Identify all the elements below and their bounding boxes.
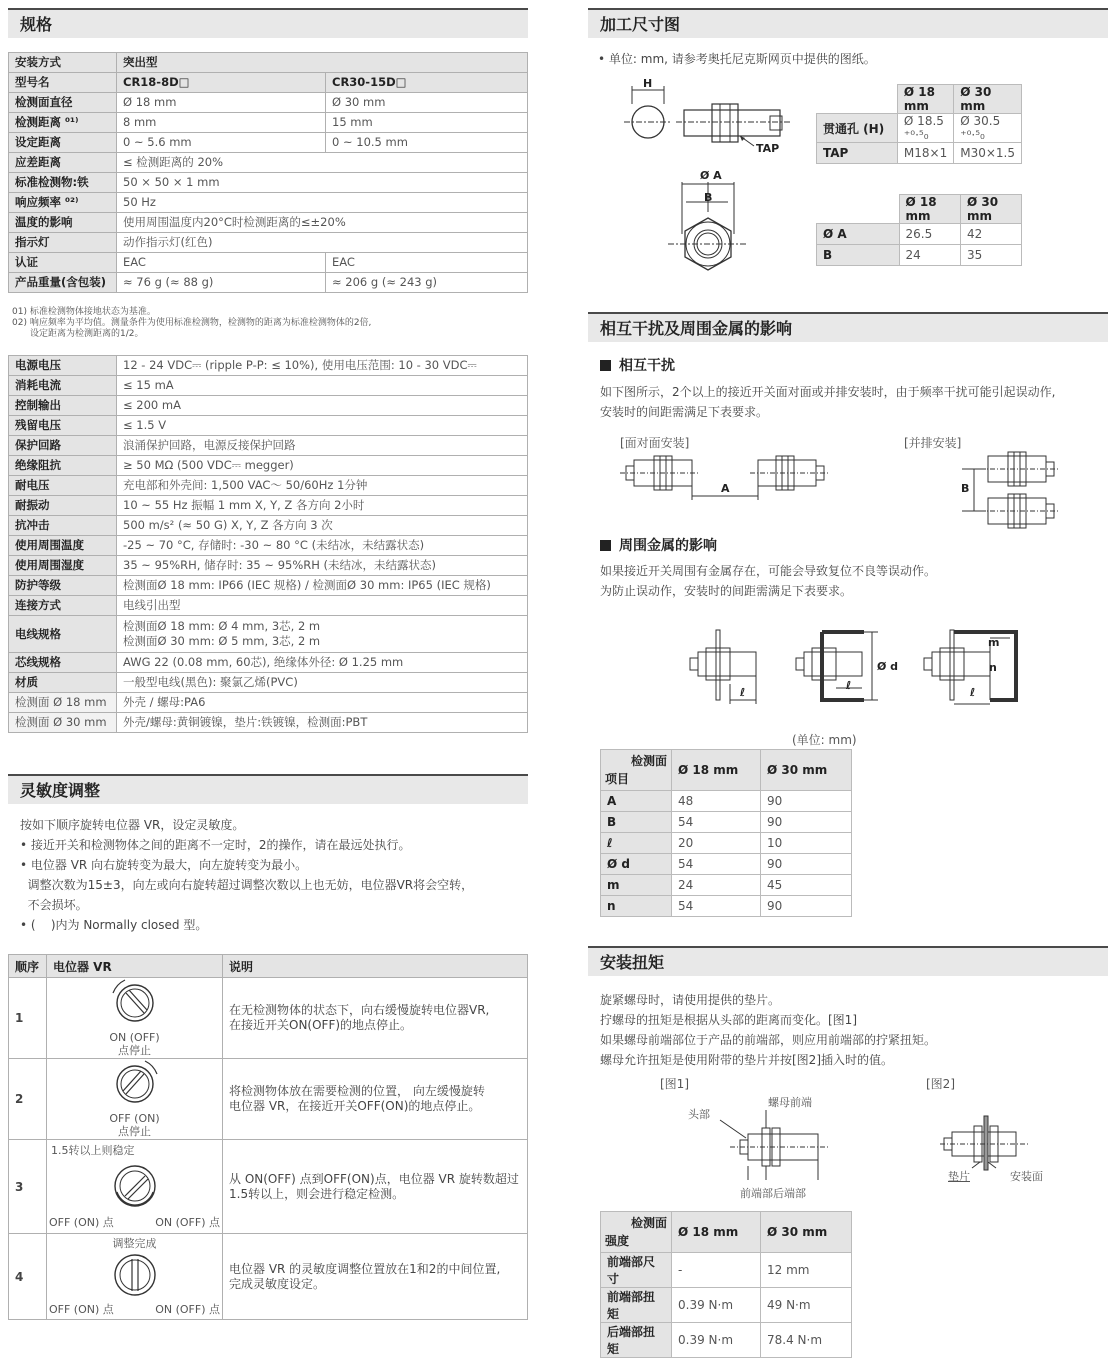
spec-value: 使用周围温度内20°C时检测距离的≤±20%: [117, 213, 528, 233]
text-line: 螺母允许扭矩是使用附带的垫片并按[图2]插入时的值。: [600, 1053, 894, 1067]
cell: 20: [672, 833, 761, 854]
dim-label-tap: TAP: [756, 142, 780, 155]
text-line: 电位器 VR，在接近开关OFF(ON)的地点停止。: [229, 1099, 481, 1113]
spec-label: 检测面直径: [9, 93, 117, 113]
spec-label: 设定距离: [9, 133, 117, 153]
side-mount-diagram: [960, 450, 1070, 530]
unit-label: (单位: mm): [792, 733, 857, 747]
cell: 54: [672, 896, 761, 917]
step-number: 2: [9, 1059, 47, 1140]
table-row: [9, 693, 528, 713]
spec-value: 外壳 / 螺母:PA6: [117, 693, 528, 713]
cell: 78.4 N·m: [761, 1323, 852, 1358]
spec-label: 抗冲击: [9, 516, 117, 536]
col-header: Ø 18 mm: [672, 1212, 761, 1253]
dim-label-b: B: [704, 191, 713, 204]
interference-title: 相互干扰及周围金属的影响: [588, 312, 1108, 342]
text-line: • ( )内为 Normally closed 型。: [20, 918, 208, 932]
text-line: 如果接近开关周围有金属存在，可能会导致复位不良等误动作。: [600, 564, 937, 578]
cell: Ø 30.5 ⁺⁰·⁵₀: [954, 114, 1022, 143]
table-row: [9, 113, 528, 133]
row-label: B: [817, 245, 900, 266]
vr-caption: 点停止: [118, 1125, 151, 1138]
spec-label: 消耗电流: [9, 376, 117, 396]
table-row: [9, 456, 528, 476]
table-row: [9, 713, 528, 733]
text-line: 旋紧螺母时，请使用提供的垫片。: [600, 993, 781, 1007]
cell: 35: [961, 245, 1022, 266]
text-line: 1.5转以上，则会进行稳定检测。: [229, 1186, 405, 1201]
col-header: [817, 195, 900, 224]
table-row: [601, 812, 852, 833]
cell: M30×1.5: [954, 143, 1022, 164]
spec-line: 检测面Ø 30 mm: Ø 5 mm, 3芯, 2 m: [123, 634, 321, 648]
spec-label: 检测面 Ø 30 mm: [9, 713, 117, 733]
table-row: [601, 791, 852, 812]
dim-label-m: m: [988, 636, 1000, 649]
vr-figure: [47, 1059, 223, 1140]
spec-label: 检测面 Ø 18 mm: [9, 693, 117, 713]
text-line: 拧螺母的扭矩是根据从头部的距离而变化。[图1]: [600, 1013, 857, 1027]
spec-value: AWG 22 (0.08 mm, 60芯), 绝缘体外径: Ø 1.25 mm: [117, 653, 528, 673]
vr-captions: [47, 1214, 222, 1230]
cell: 90: [761, 812, 852, 833]
col-header: Ø 18 mm: [897, 85, 953, 114]
table-row: [601, 1288, 852, 1323]
corner-header: [601, 750, 672, 791]
table-row: [9, 53, 528, 73]
spec-value: 50 Hz: [117, 193, 528, 213]
vr-table: [8, 954, 528, 1320]
table-row: [9, 93, 528, 113]
spec-label: 保护回路: [9, 436, 117, 456]
vr-caption: OFF (ON) 点: [49, 1302, 114, 1316]
spec-value: [117, 616, 528, 653]
torque-title: 安装扭矩: [588, 946, 1108, 976]
washer-label: 垫片: [948, 1170, 970, 1183]
spec-label: 温度的影响: [9, 213, 117, 233]
step-description: [223, 1140, 528, 1234]
face-mount-diagram: [620, 452, 840, 502]
spec-label: 型号名: [9, 73, 117, 93]
vr-caption: ON (OFF): [109, 1031, 160, 1044]
side-mount-label: [并排安装]: [904, 436, 962, 450]
dim-label-d: Ø d: [877, 660, 899, 673]
text-line: 不会损坏。: [20, 898, 88, 912]
table-row: [817, 224, 1022, 245]
table-row: [601, 854, 852, 875]
cell: -: [672, 1253, 761, 1288]
table-row: [9, 653, 528, 673]
spec-value: 检测面Ø 18 mm: IP66 (IEC 规格) / 检测面Ø 30 mm: IP65 (IEC 规格): [117, 576, 528, 596]
metal-text: [600, 561, 936, 601]
spec-label: 响应频率 ⁰²⁾: [9, 193, 117, 213]
table-row: [9, 596, 528, 616]
table-row: [817, 114, 1022, 143]
dim-label-b2: B: [961, 482, 970, 495]
col-header: Ø 18 mm: [672, 750, 761, 791]
spec-label: 认证: [9, 253, 117, 273]
spec-value: Ø 30 mm: [326, 93, 528, 113]
text-line: • 电位器 VR 向右旋转变为最大，向左旋转变为最小。: [20, 858, 308, 872]
cell: 54: [672, 854, 761, 875]
spec-label: 连接方式: [9, 596, 117, 616]
spec-value: ≤ 200 mA: [117, 396, 528, 416]
interference-text: [600, 382, 1055, 422]
cell: 90: [761, 791, 852, 812]
cell: 10: [761, 833, 852, 854]
spec-value: ≥ 50 MΩ (500 VDC⎓ megger): [117, 456, 528, 476]
vr-figure: [47, 978, 223, 1059]
table-row: [9, 576, 528, 596]
table-row: [9, 556, 528, 576]
table-row: [9, 416, 528, 436]
table-row: [9, 1234, 528, 1320]
text-line: 如果螺母前端部位于产品的前端部，则应用前端部的拧紧扭矩。: [600, 1033, 937, 1047]
footnote: 02) 响应频率为平均值。测量条件为使用标准检测物，检测物的距离为标准检测物体的2倍,: [12, 318, 372, 328]
spec-label: 耐振动: [9, 496, 117, 516]
vr-figure: [47, 1140, 223, 1234]
nut-table: [816, 194, 1022, 266]
table-row: [9, 436, 528, 456]
row-header: 项目: [605, 772, 630, 786]
cell: 0.39 N·m: [672, 1288, 761, 1323]
table-row: [9, 476, 528, 496]
nut-front-label: 螺母前端: [768, 1096, 812, 1109]
spec-label: 绝缘阻抗: [9, 456, 117, 476]
fig2-label: [图2]: [926, 1077, 955, 1091]
spec-value: ≈ 76 g (≈ 88 g): [117, 273, 326, 293]
vr-caption: 点停止: [118, 1044, 151, 1057]
potentiometer-icon: [105, 981, 165, 1031]
spec-label: 电源电压: [9, 356, 117, 376]
spec-label: 指示灯: [9, 233, 117, 253]
dim-label-oa: Ø A: [700, 169, 722, 182]
eac-mark: EAC: [117, 253, 326, 273]
col-header: 检测面: [630, 754, 667, 768]
spec-value: 一般型电线(黑色): 聚氯乙烯(PVC): [117, 673, 528, 693]
table-row: [9, 396, 528, 416]
cell: 45: [761, 875, 852, 896]
interference-table: [600, 749, 852, 917]
spec-line: 检测面Ø 18 mm: Ø 4 mm, 3芯, 2 m: [123, 619, 321, 633]
table-row: [817, 245, 1022, 266]
table-row: [9, 1059, 528, 1140]
spec-value: CR30-15D□: [326, 73, 528, 93]
col-header: Ø 30 mm: [761, 1212, 852, 1253]
text-line: 电位器 VR 的灵敏度调整位置放在1和2的中间位置,: [229, 1261, 501, 1276]
table-row: [9, 673, 528, 693]
text-line: 如下图所示，2个以上的接近开关面对面或并排安装时，由于频率干扰可能引起误动作,: [600, 385, 1056, 399]
dim-label-h: H: [643, 77, 653, 90]
table-row: [817, 143, 1022, 164]
table-row: [9, 173, 528, 193]
text-line: 在接近开关ON(OFF)的地点停止。: [229, 1018, 413, 1032]
spec-label: 使用周围温度: [9, 536, 117, 556]
spec-value: CR18-8D□: [117, 73, 326, 93]
col-header: 顺序: [9, 955, 47, 978]
footnote: 01) 标准检测物体接地状态为基准。: [12, 307, 156, 317]
potentiometer-icon: [105, 1158, 165, 1214]
col-header: 说明: [223, 955, 528, 978]
spec-value: 外壳/螺母:黄铜镀镍，垫片:铁镀镍，检测面:PBT: [117, 713, 528, 733]
table-row: [9, 496, 528, 516]
spec-value: 充电部和外壳间: 1,500 VAC～ 50/60Hz 1分钟: [117, 476, 528, 496]
dim-label-l: ℓ: [740, 686, 746, 699]
spec-value: 35 ~ 95%RH, 储存时: 35 ~ 95%RH (未结冰，未结露状态): [117, 556, 528, 576]
spec-value: ≤ 1.5 V: [117, 416, 528, 436]
vr-figure: [47, 1234, 223, 1320]
spec-label: 材质: [9, 673, 117, 693]
step-number: 1: [9, 978, 47, 1059]
dim-label-n: n: [989, 661, 997, 674]
spec-value: 12 - 24 VDC⎓ (ripple P-P: ≤ 10%), 使用电压范围: 10 - 30 VDC⎓: [117, 356, 528, 376]
table-row: [817, 195, 1022, 224]
spec-value: 8 mm: [117, 113, 326, 133]
specs-table: [8, 52, 528, 293]
potentiometer-icon: [105, 1251, 165, 1301]
sensitivity-title: 灵敏度调整: [8, 774, 528, 804]
spec-label: 耐电压: [9, 476, 117, 496]
step-number: 3: [9, 1140, 47, 1234]
table-row: [9, 253, 528, 273]
table-row: [601, 1253, 852, 1288]
spec-value: 15 mm: [326, 113, 528, 133]
torque-table: [600, 1211, 852, 1358]
spec-label: 电线规格: [9, 616, 117, 653]
cell: 24: [899, 245, 961, 266]
row-label: Ø A: [817, 224, 900, 245]
text-line: 完成灵敏度设定。: [229, 1276, 326, 1291]
text-line: • 接近开关和检测物体之间的距离不一定时，2的操作，请在最远处执行。: [20, 838, 411, 852]
row-label: n: [601, 896, 672, 917]
torque-diagram-2: [944, 1112, 1034, 1172]
spec-value: ≤ 15 mA: [117, 376, 528, 396]
cell: M18×1: [897, 143, 953, 164]
front-back-label: 前端部后端部: [740, 1187, 806, 1200]
sensitivity-text: [20, 815, 473, 935]
text-line: 将检测物体放在需要检测的位置， 向左缓慢旋转: [229, 1084, 485, 1098]
spec-label: 使用周围湿度: [9, 556, 117, 576]
cell: 42: [961, 224, 1022, 245]
spec-value: 0 ~ 10.5 mm: [326, 133, 528, 153]
text-line: 为防止误动作，安装时的间距需满足下表要求。: [600, 584, 853, 598]
col-header: Ø 30 mm: [954, 85, 1022, 114]
row-label: B: [601, 812, 672, 833]
table-row: [601, 833, 852, 854]
row-label: m: [601, 875, 672, 896]
dimensions-title: 加工尺寸图: [588, 8, 1108, 38]
spec-label: 防护等级: [9, 576, 117, 596]
spec-value: 动作指示灯(红色): [117, 233, 528, 253]
subheading-metal: 周围金属的影响: [600, 535, 717, 555]
row-header: 强度: [605, 1234, 630, 1248]
table-row: [9, 978, 528, 1059]
table-row: [9, 616, 528, 653]
table-row: [9, 516, 528, 536]
table-row: [601, 1212, 852, 1253]
specs-title: 规格: [8, 8, 528, 38]
spec-value: 0 ~ 5.6 mm: [117, 133, 326, 153]
head-label: 头部: [688, 1108, 710, 1121]
vr-captions: [47, 1301, 222, 1317]
cell: 49 N·m: [761, 1288, 852, 1323]
specs-table-2: [8, 355, 528, 733]
table-row: [817, 85, 1022, 114]
row-label: 后端部扭矩: [601, 1323, 672, 1358]
row-label: A: [601, 791, 672, 812]
table-row: [9, 1140, 528, 1234]
corner-header: [601, 1212, 672, 1253]
surface-label: 安装面: [1010, 1170, 1043, 1183]
row-label: 前端部扭矩: [601, 1288, 672, 1323]
row-label: 前端部尺寸: [601, 1253, 672, 1288]
step-description: [223, 978, 528, 1059]
col-header: Ø 18 mm: [899, 195, 961, 224]
eac-mark: EAC: [326, 253, 528, 273]
table-row: [9, 955, 528, 978]
col-header: 检测面: [630, 1216, 667, 1230]
text-line: 从 ON(OFF) 点到OFF(ON)点，电位器 VR 旋转数超过: [229, 1171, 519, 1186]
spec-label: 安装方式: [9, 53, 117, 73]
col-header: 电位器 VR: [47, 955, 223, 978]
subheading-interference: 相互干扰: [600, 355, 675, 375]
spec-label: 标准检测物:铁: [9, 173, 117, 193]
table-row: [9, 356, 528, 376]
spec-value: 突出型: [117, 53, 528, 73]
row-label: 贯通孔 (H): [817, 114, 898, 143]
footnotes: [12, 307, 371, 340]
spec-label: 芯线规格: [9, 653, 117, 673]
table-row: [9, 153, 528, 173]
cell: 0.39 N·m: [672, 1323, 761, 1358]
spec-label: 残留电压: [9, 416, 117, 436]
text-line: 安装时的间距需满足下表要求。: [600, 405, 769, 419]
table-row: [9, 273, 528, 293]
table-row: [9, 73, 528, 93]
spec-value: Ø 18 mm: [117, 93, 326, 113]
torque-text: [600, 990, 936, 1070]
table-row: [601, 896, 852, 917]
col-header: [817, 85, 898, 114]
cell: 90: [761, 854, 852, 875]
footnote: 设定距离为检测距离的1/2。: [30, 329, 144, 339]
row-label: TAP: [817, 143, 898, 164]
potentiometer-icon: [105, 1062, 165, 1112]
table-row: [601, 750, 852, 791]
cell: 48: [672, 791, 761, 812]
spec-value: ≈ 206 g (≈ 243 g): [326, 273, 528, 293]
spec-label: 检测距离 ⁰¹⁾: [9, 113, 117, 133]
dim-label-l: ℓ: [970, 686, 976, 699]
cell: 24: [672, 875, 761, 896]
cell: Ø 18.5 ⁺⁰·⁵₀: [897, 114, 953, 143]
spec-label: 产品重量(含包装): [9, 273, 117, 293]
dim-label-a: A: [721, 482, 730, 495]
cell: 12 mm: [761, 1253, 852, 1288]
vr-note: 1.5转以上则稳定: [51, 1143, 135, 1157]
table-row: [9, 193, 528, 213]
table-row: [9, 536, 528, 556]
vr-caption: OFF (ON) 点: [49, 1215, 114, 1229]
torque-diagram-1: [700, 1100, 840, 1190]
spec-value: ≤ 检测距离的 20%: [117, 153, 528, 173]
spec-value: 50 × 50 × 1 mm: [117, 173, 528, 193]
spec-value: -25 ~ 70 °C, 存储时: -30 ~ 80 °C (未结冰，未结露状态): [117, 536, 528, 556]
table-row: [9, 376, 528, 396]
spec-value: 500 m/s² (≈ 50 G) X, Y, Z 各方向 3 次: [117, 516, 528, 536]
fig1-label: [图1]: [660, 1077, 689, 1091]
step-number: 4: [9, 1234, 47, 1320]
cell: 26.5: [899, 224, 961, 245]
cell: 90: [761, 896, 852, 917]
spec-label: 应差距离: [9, 153, 117, 173]
table-row: [9, 233, 528, 253]
face-mount-label: [面对面安装]: [620, 436, 690, 450]
col-header: Ø 30 mm: [761, 750, 852, 791]
table-row: [9, 133, 528, 153]
vr-note: 调整完成: [112, 1236, 157, 1250]
vr-caption: ON (OFF) 点: [155, 1302, 220, 1316]
text-line: 调整次数为15±3，向左或向右旋转超过调整次数以上也无妨，电位器VR将会空转，: [20, 878, 474, 892]
cell: 54: [672, 812, 761, 833]
unit-note: • 单位: mm, 请参考奥托尼克斯网页中提供的图纸。: [598, 52, 876, 66]
vr-caption: OFF (ON): [109, 1112, 160, 1125]
spec-value: 10 ~ 55 Hz 振幅 1 mm X, Y, Z 各方向 2小时: [117, 496, 528, 516]
spec-value: 电线引出型: [117, 596, 528, 616]
dim-label-l: ℓ: [846, 679, 852, 692]
row-label: ℓ: [601, 833, 672, 854]
spec-label: 控制输出: [9, 396, 117, 416]
vr-caption: ON (OFF) 点: [155, 1215, 220, 1229]
text-line: 在无检测物体的状态下，向右缓慢旋转电位器VR,: [229, 1003, 490, 1017]
row-label: Ø d: [601, 854, 672, 875]
spec-value: 浪涌保护回路，电源反接保护回路: [117, 436, 528, 456]
col-header: Ø 30 mm: [961, 195, 1022, 224]
table-row: [601, 1323, 852, 1358]
text-line: 按如下顺序旋转电位器 VR，设定灵敏度。: [20, 818, 245, 832]
step-description: [223, 1234, 528, 1320]
table-row: [601, 875, 852, 896]
hole-table: [816, 84, 1022, 164]
step-description: [223, 1059, 528, 1140]
table-row: [9, 213, 528, 233]
